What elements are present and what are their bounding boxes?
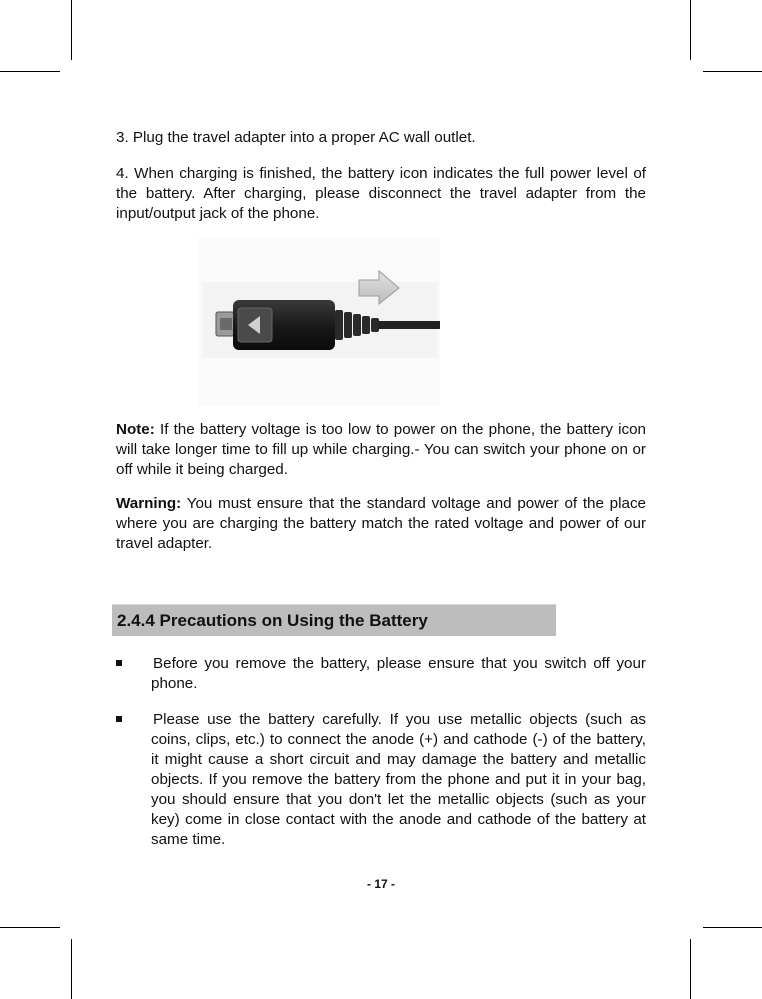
charger-plug-arrow-icon <box>198 238 440 406</box>
step-4-text: 4. When charging is finished, the battery icon indicates the full power level of the battery. After charging, please disconnect the travel adapter from the input/output jack of the phone. <box>116 165 646 222</box>
crop-mark-bottom-left-v <box>71 939 72 999</box>
note-paragraph <box>116 420 646 480</box>
crop-mark-top-right-h <box>703 71 762 72</box>
warning-paragraph <box>116 494 646 554</box>
crop-mark-top-right-v <box>690 0 691 60</box>
section-heading-bar <box>112 604 556 636</box>
warning-label: Warning: <box>116 495 182 512</box>
bullet-square-icon <box>116 660 122 666</box>
page-number: - 17 - <box>366 877 395 891</box>
note-label: Note: <box>116 421 155 438</box>
bullet-text: Please use the battery carefully. If you use metallic objects (such as coins, clips, etc.) to connect the anode (+) and cathode (-) of the battery, it might cause a short circuit and may damage the battery and metallic objects. If you remove the battery from the phone and put it in your bag, you should ensure that you don't let the metallic objects (such as your key) come in close contact with the anode and cathode of the battery at same time. <box>151 711 646 848</box>
charger-plug-figure <box>198 238 440 406</box>
step-3-text: 3. Plug the travel adapter into a proper AC wall outlet. <box>116 129 476 146</box>
warning-text: You must ensure that the standard voltage and power of the place where you are charging the battery match the rated voltage and power of our travel adapter. <box>116 495 646 552</box>
note-text: If the battery voltage is too low to power on the phone, the battery icon will take longer time to fill up while charging.- You can switch your phone on or off while it being charged. <box>116 421 646 478</box>
bullet-square-icon <box>116 716 122 722</box>
crop-mark-top-left-v <box>71 0 72 60</box>
crop-mark-bottom-left-h <box>0 927 60 928</box>
crop-mark-bottom-right-v <box>690 939 691 999</box>
section-heading: 2.4.4 Precautions on Using the Battery <box>117 611 428 630</box>
bullet-text: Before you remove the battery, please ensure that you switch off your phone. <box>151 655 646 692</box>
crop-mark-bottom-right-h <box>703 927 762 928</box>
crop-mark-top-left-h <box>0 71 60 72</box>
